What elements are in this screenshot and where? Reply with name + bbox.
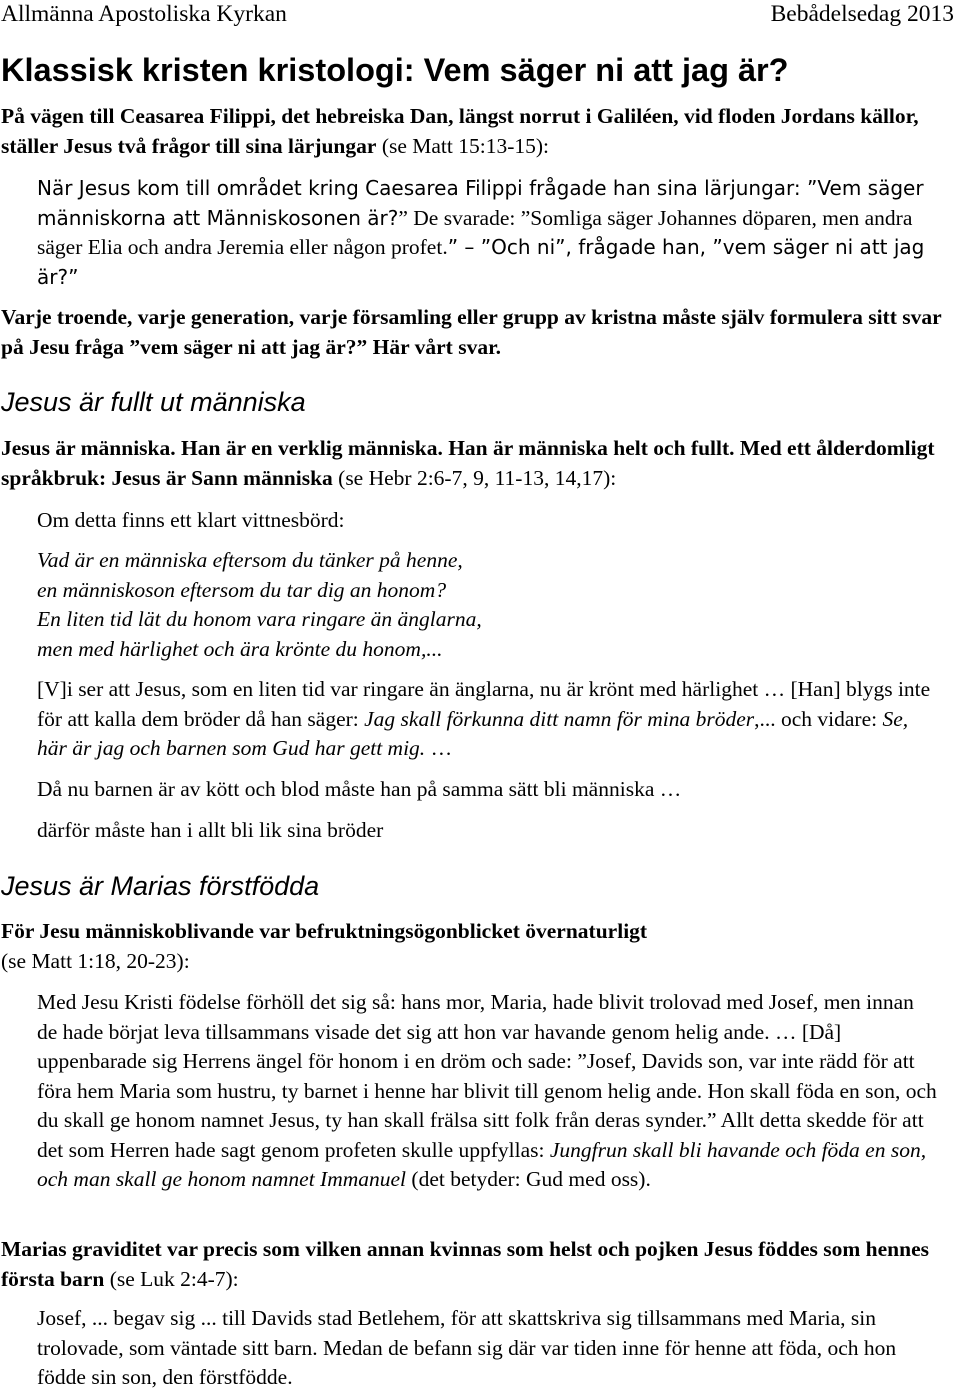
psalm-line: Vad är en människa eftersom du tänker på henne, — [37, 548, 463, 572]
page-title: Klassisk kristen kristologi: Vem säger ni att jag är? — [1, 52, 789, 88]
hebrews-part-a: [V]i ser att Jesus, som en liten tid var ringare än änglarna, nu är krönt med härlighet … [Han] blygs inte för att kalla dem bröder då han säger: — [37, 677, 931, 731]
intro-paragraph — [1, 102, 959, 161]
birth-paragraph — [1, 1235, 959, 1294]
section-heading-human: Jesus är fullt ut människa — [1, 387, 306, 417]
answer-intro-bold: Varje troende, varje generation, varje församling eller grupp av kristna måste själv formulera sitt svar på Jesu fråga ”vem säger ni att jag är?” Här vårt svar. — [1, 305, 942, 359]
witness-line: Om detta finns ett klart vittnesbörd: — [37, 508, 345, 532]
firstborn-lead-reference: (se Matt 1:18, 20-23): — [1, 948, 190, 973]
hebrews-part-e: … — [425, 736, 453, 760]
hebrews-quote — [37, 675, 937, 764]
firstborn-lead-bold: För Jesu människoblivande var befruktningsögonblicket övernaturligt — [1, 919, 648, 943]
section-heading-firstborn: Jesus är Marias förstfödda — [1, 871, 320, 901]
human-lead-paragraph — [1, 434, 959, 493]
birth-bold: Marias graviditet var precis som vilken annan kvinnas som helst och pojken Jesus föddes som hennes första barn — [1, 1237, 929, 1291]
matthew-1-part-a: Med Jesu Kristi födelse förhöll det sig så: hans mor, Maria, hade blivit trolovad med Josef, men innan de hade börjat leva tillsammans visade det sig att hon var havande genom helig ande. … [Då] uppenbarade sig Herrens ängel för honom i en dröm och sade: ”Josef, Davids son, var inte rädd för att föra hem Maria som hustru, ty barnet i henne har blivit till genom helig ande. Hon skall föda en son, och du skall ge honom namnet Jesus, ty han skall frälsa sitt folk från deras synder.” Allt detta skedde för att det som Herren hade sagt genom profeten skulle uppfyllas: — [37, 990, 937, 1162]
matthew-1-part-c: (det betyder: Gud med oss). — [406, 1167, 651, 1191]
matthew-1-part-b: Jungfrun skall bli havande och föda en son, och man skall ge honom namnet Immanuel — [37, 1137, 927, 1191]
psalm-line: En liten tid lät du honom vara ringare än änglarna, — [37, 607, 482, 631]
intro-bold-text: På vägen till Ceasarea Filippi, det hebreiska Dan, längst norrut i Galiléen, vid floden Jordans källor, ställer Jesus två frågor till sina lärjungar — [1, 104, 919, 158]
intro-reference: (se Matt 15:13-15): — [376, 133, 550, 158]
quote-part-3: ” – ”Och ni”, frågade han, ”vem säger ni att jag är?” — [37, 235, 925, 289]
header-date: Bebådelsedag 2013 — [770, 1, 954, 27]
hebrews-part-c: ,... och vidare: — [754, 706, 883, 731]
hebrews-part-d: Se, här är jag och barnen som Gud har gett mig. — [37, 706, 909, 760]
flesh-and-blood-line: Då nu barnen är av kött och blod måste han på samma sätt bli människa … — [37, 777, 682, 801]
quote-part-1: När Jesus kom till området kring Caesarea Filippi frågade han sina lärjungar: ”Vem säger människorna att Människosonen är? — [37, 176, 924, 230]
matthew-16-quote — [37, 174, 959, 292]
psalm-line: en människoson eftersom du tar dig an honom? — [37, 577, 447, 602]
hebrews-part-b: Jag skall förkunna ditt namn för mina bröder — [364, 706, 755, 731]
answer-intro-paragraph — [1, 303, 959, 362]
quote-part-2: ” De svarade: ”Somliga säger Johannes döparen, men andra säger Elia och andra Jeremia eller någon profet. — [37, 205, 913, 259]
human-lead-bold: Jesus är människa. Han är en verklig människa. Han är människa helt och fullt. Med ett ålderdomligt språkbruk: Jesus är Sann människa — [1, 436, 935, 490]
page-header — [1, 0, 954, 33]
psalm-quote — [37, 546, 959, 664]
human-lead-reference: (se Hebr 2:6-7, 9, 11-13, 14,17): — [332, 465, 617, 490]
birth-reference: (se Luk 2:4-7): — [104, 1266, 239, 1291]
brothers-line: därför måste han i allt bli lik sina bröder — [37, 818, 384, 842]
luke-2-quote: Josef, ... begav sig ... till Davids stad Betlehem, för att skattskriva sig tillsammans med Maria, sin trolovade, som väntade sitt barn. Medan de befann sig där var tiden inne för henne att föda, och hon födde sin son, den förstfödde. — [37, 1306, 897, 1389]
psalm-line: men med härlighet och ära krönte du honom,... — [37, 636, 443, 661]
matthew-1-quote — [37, 988, 937, 1195]
header-organization: Allmänna Apostoliska Kyrkan — [1, 1, 287, 27]
firstborn-lead-paragraph — [1, 917, 959, 976]
